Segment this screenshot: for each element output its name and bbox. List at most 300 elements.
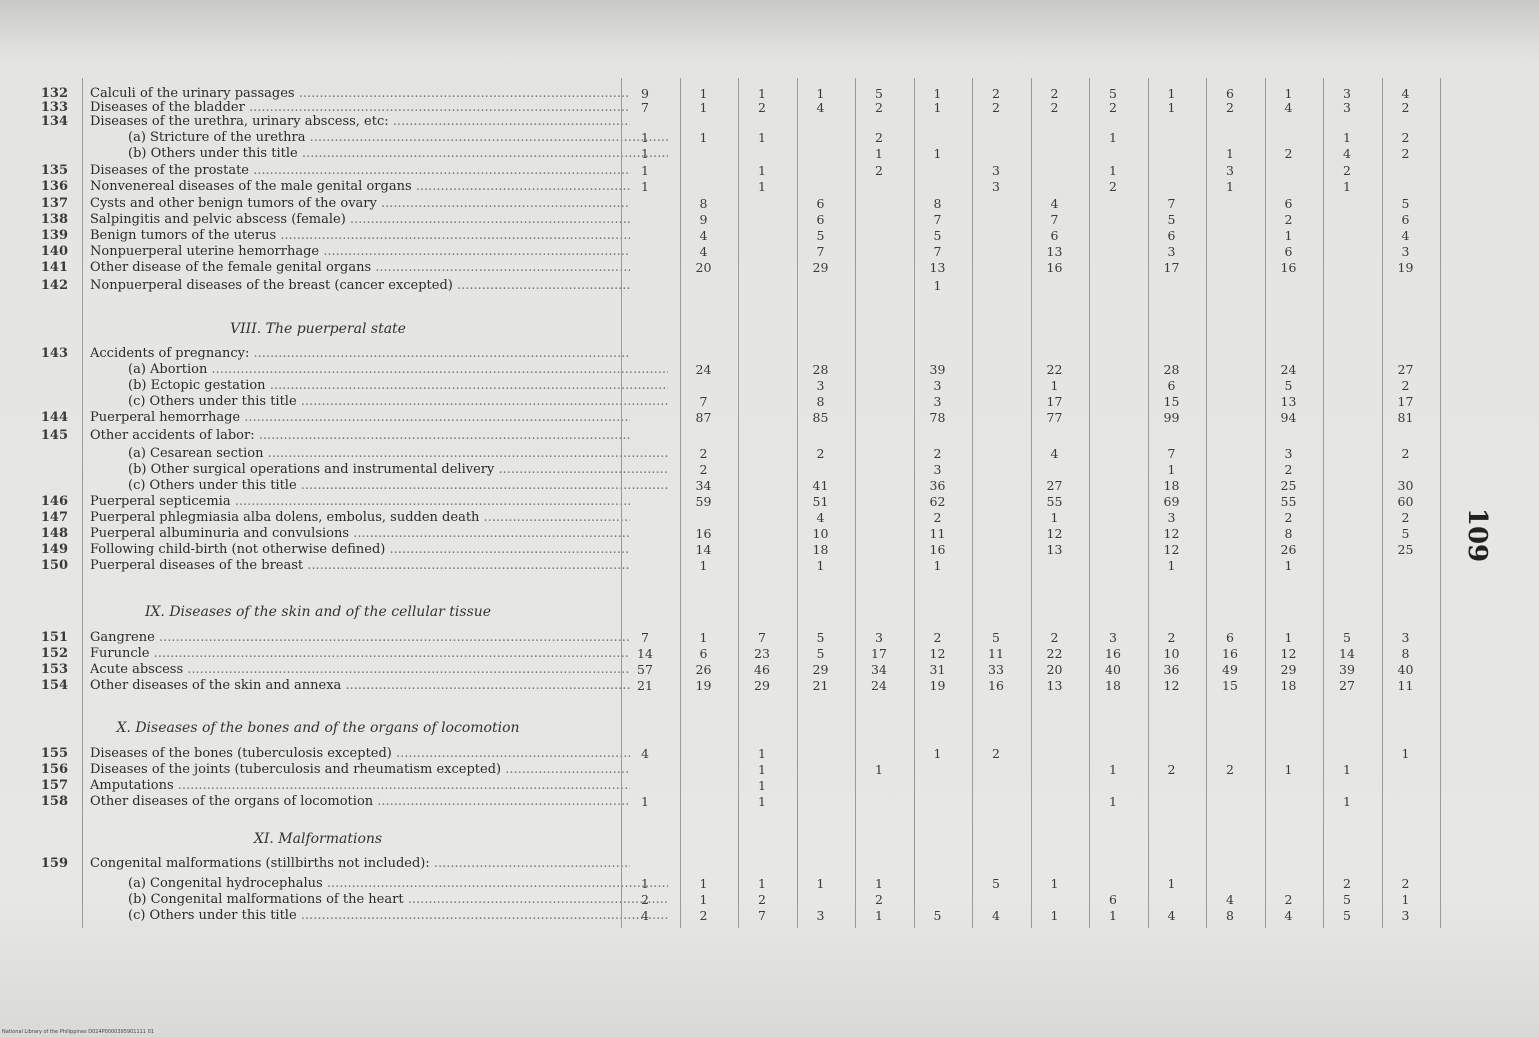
- table-cell: 3: [875, 630, 883, 645]
- table-cell: 3: [933, 462, 942, 477]
- row-number: 136: [40, 179, 68, 194]
- table-cell: 2: [1050, 86, 1059, 101]
- table-cell: 4: [641, 908, 649, 923]
- table-cell: 87: [695, 410, 712, 425]
- table-cell: 4: [641, 746, 649, 761]
- row-label: Diseases of the prostate .....: [90, 163, 630, 179]
- table-cell: 2: [1226, 762, 1234, 777]
- table-cell: 1: [758, 130, 766, 145]
- table-cell: 6: [1284, 244, 1293, 259]
- table-cell: 2: [699, 446, 708, 461]
- table-cell: 1: [1343, 794, 1351, 809]
- table-cell: 1: [933, 100, 942, 115]
- row-label: Cysts and other benign tumors of the ovary .....: [90, 196, 630, 212]
- table-cell: 1: [933, 86, 942, 101]
- table-cell: 5: [816, 228, 825, 243]
- table-cell: 8: [1284, 526, 1293, 541]
- column-rule: [1265, 78, 1266, 928]
- table-cell: 29: [1280, 662, 1297, 677]
- table-cell: 81: [1397, 410, 1414, 425]
- row-label: (b) Congenital malformations of the heart .....: [128, 892, 668, 908]
- table-cell: 2: [875, 130, 883, 145]
- table-cell: 20: [1046, 662, 1063, 677]
- table-cell: 21: [812, 678, 829, 693]
- table-cell: 28: [812, 362, 829, 377]
- row-number: 143: [40, 346, 68, 361]
- row-label: Benign tumors of the uterus .....: [90, 228, 630, 244]
- table-cell: 3: [1109, 630, 1117, 645]
- table-cell: 78: [929, 410, 946, 425]
- table-cell: 6: [1284, 196, 1293, 211]
- table-cell: 2: [1401, 146, 1410, 161]
- table-cell: 5: [1109, 86, 1117, 101]
- column-rule: [738, 78, 739, 928]
- row-label: (b) Others under this title .....: [128, 146, 668, 162]
- row-label: Nonpuerperal uterine hemorrhage .....: [90, 244, 630, 260]
- table-cell: 6: [1401, 212, 1410, 227]
- table-cell: 7: [1050, 212, 1059, 227]
- table-cell: 11: [988, 646, 1004, 661]
- table-cell: 1: [875, 762, 883, 777]
- column-rule: [1206, 78, 1207, 928]
- table-cell: 1: [1109, 762, 1117, 777]
- table-cell: 62: [929, 494, 946, 509]
- table-cell: 3: [992, 163, 1000, 178]
- table-cell: 4: [1050, 446, 1059, 461]
- table-cell: 12: [1163, 542, 1180, 557]
- table-cell: 59: [695, 494, 712, 509]
- table-cell: 4: [1401, 86, 1410, 101]
- table-cell: 5: [933, 908, 942, 923]
- row-number: 140: [40, 244, 68, 259]
- table-cell: 10: [812, 526, 829, 541]
- table-cell: 4: [1050, 196, 1059, 211]
- table-cell: 2: [1167, 762, 1176, 777]
- column-rule: [1089, 78, 1090, 928]
- table-cell: 1: [1050, 876, 1059, 891]
- table-cell: 14: [695, 542, 712, 557]
- table-cell: 3: [1167, 510, 1176, 525]
- table-cell: 55: [1046, 494, 1063, 509]
- table-cell: 16: [1105, 646, 1121, 661]
- table-cell: 27: [1339, 678, 1355, 693]
- table-cell: 8: [1226, 908, 1234, 923]
- table-cell: 5: [1343, 892, 1351, 907]
- table-cell: 12: [1163, 526, 1180, 541]
- table-cell: 2: [699, 462, 708, 477]
- table-cell: 5: [1167, 212, 1176, 227]
- table-cell: 2: [875, 100, 883, 115]
- table-cell: 20: [695, 260, 712, 275]
- row-label: Diseases of the urethra, urinary abscess, etc: .....: [90, 114, 630, 130]
- table-cell: 3: [992, 179, 1000, 194]
- table-cell: 2: [1226, 100, 1234, 115]
- table-cell: 5: [875, 86, 883, 101]
- table-cell: 6: [1167, 378, 1176, 393]
- table-cell: 17: [1046, 394, 1063, 409]
- table-cell: 1: [1226, 146, 1234, 161]
- table-cell: 1: [1343, 762, 1351, 777]
- table-cell: 1: [641, 130, 649, 145]
- table-cell: 27: [1046, 478, 1063, 493]
- table-cell: 7: [1167, 446, 1176, 461]
- table-cell: 1: [1050, 908, 1059, 923]
- table-cell: 3: [816, 908, 825, 923]
- table-cell: 23: [754, 646, 770, 661]
- table-cell: 2: [1401, 446, 1410, 461]
- row-label: Following child-birth (not otherwise defined) .....: [90, 542, 630, 558]
- column-rule: [621, 78, 622, 928]
- table-cell: 2: [933, 510, 942, 525]
- table-cell: 85: [812, 410, 829, 425]
- row-number: 142: [40, 278, 68, 293]
- table-cell: 2: [699, 908, 708, 923]
- table-cell: 1: [641, 179, 649, 194]
- table-cell: 7: [699, 394, 708, 409]
- table-cell: 2: [933, 446, 942, 461]
- section-heading: XI. Malformations: [253, 831, 383, 847]
- table-cell: 18: [1105, 678, 1121, 693]
- table-cell: 94: [1280, 410, 1297, 425]
- row-label: (a) Abortion .....: [128, 362, 668, 378]
- table-cell: 29: [754, 678, 770, 693]
- row-label: Puerperal phlegmiasia alba dolens, embolus, sudden death .....: [90, 510, 630, 526]
- table-cell: 6: [1109, 892, 1117, 907]
- table-cell: 1: [1284, 630, 1293, 645]
- table-cell: 1: [758, 762, 766, 777]
- table-cell: 19: [929, 678, 946, 693]
- table-cell: 1: [641, 794, 649, 809]
- row-number: 146: [40, 494, 68, 509]
- table-cell: 1: [699, 130, 708, 145]
- table-cell: 1: [1284, 86, 1293, 101]
- table-cell: 2: [1401, 130, 1410, 145]
- table-cell: 14: [637, 646, 653, 661]
- section-heading: X. Diseases of the bones and of the organs of locomotion: [116, 720, 520, 736]
- table-cell: 2: [875, 892, 883, 907]
- row-number: 157: [40, 778, 68, 793]
- table-cell: 3: [1401, 244, 1410, 259]
- table-cell: 2: [992, 86, 1000, 101]
- table-cell: 55: [1280, 494, 1297, 509]
- table-cell: 7: [758, 630, 766, 645]
- table-cell: 1: [1401, 892, 1410, 907]
- table-cell: 12: [1046, 526, 1063, 541]
- table-cell: 3: [1401, 908, 1410, 923]
- table-cell: 40: [1397, 662, 1414, 677]
- table-cell: 2: [1284, 892, 1293, 907]
- section-heading: IX. Diseases of the skin and of the cellular tissue: [144, 604, 492, 620]
- row-number: 148: [40, 526, 68, 541]
- table-cell: 21: [637, 678, 653, 693]
- row-label: (b) Ectopic gestation .....: [128, 378, 668, 394]
- section-heading: VIII. The puerperal state: [230, 321, 406, 337]
- row-label: Other diseases of the skin and annexa .....: [90, 678, 630, 694]
- table-cell: 5: [1284, 378, 1293, 393]
- row-number: 135: [40, 163, 68, 178]
- table-cell: 1: [1343, 130, 1351, 145]
- row-number: 137: [40, 196, 68, 211]
- table-cell: 19: [1397, 260, 1414, 275]
- table-cell: 5: [1401, 196, 1410, 211]
- table-cell: 7: [641, 630, 649, 645]
- table-cell: 1: [1167, 462, 1176, 477]
- table-cell: 13: [929, 260, 946, 275]
- table-cell: 1: [1284, 228, 1293, 243]
- table-cell: 1: [1167, 558, 1176, 573]
- table-cell: 12: [1163, 678, 1180, 693]
- table-cell: 14: [1339, 646, 1355, 661]
- table-cell: 51: [812, 494, 829, 509]
- table-cell: 18: [1163, 478, 1180, 493]
- table-cell: 1: [875, 146, 883, 161]
- table-cell: 40: [1105, 662, 1121, 677]
- table-cell: 4: [699, 244, 708, 259]
- table-cell: 13: [1280, 394, 1297, 409]
- row-label: Nonpuerperal diseases of the breast (cancer excepted) .....: [90, 278, 630, 294]
- row-label: Puerperal hemorrhage .....: [90, 410, 630, 426]
- row-label: (c) Others under this title .....: [128, 394, 668, 410]
- row-number: 134: [40, 114, 68, 129]
- row-number: 132: [40, 86, 68, 101]
- table-cell: 2: [1284, 510, 1293, 525]
- table-cell: 11: [1397, 678, 1414, 693]
- table-cell: 4: [1343, 146, 1351, 161]
- table-cell: 3: [1226, 163, 1234, 178]
- table-cell: 3: [933, 394, 942, 409]
- table-cell: 18: [1280, 678, 1297, 693]
- table-cell: 1: [699, 876, 708, 891]
- row-label: (a) Cesarean section .....: [128, 446, 668, 462]
- row-number: 138: [40, 212, 68, 227]
- table-cell: 5: [933, 228, 942, 243]
- table-cell: 1: [641, 146, 649, 161]
- table-cell: 2: [992, 746, 1000, 761]
- table-cell: 1: [1284, 762, 1293, 777]
- row-number: 145: [40, 428, 68, 443]
- table-cell: 2: [1401, 378, 1410, 393]
- table-cell: 2: [1167, 630, 1176, 645]
- table-cell: 1: [875, 908, 883, 923]
- table-cell: 1: [641, 876, 649, 891]
- table-cell: 16: [988, 678, 1004, 693]
- row-number: 155: [40, 746, 68, 761]
- table-cell: 1: [758, 778, 766, 793]
- table-cell: 4: [992, 908, 1000, 923]
- table-cell: 8: [699, 196, 708, 211]
- table-cell: 69: [1163, 494, 1180, 509]
- table-cell: 7: [933, 212, 942, 227]
- table-cell: 3: [1167, 244, 1176, 259]
- column-rule: [797, 78, 798, 928]
- table-cell: 2: [933, 630, 942, 645]
- row-number: 147: [40, 510, 68, 525]
- row-number: 141: [40, 260, 68, 275]
- table-cell: 6: [816, 196, 825, 211]
- column-rule: [972, 78, 973, 928]
- table-cell: 1: [1109, 163, 1117, 178]
- row-label: Accidents of pregnancy: .....: [90, 346, 630, 362]
- table-cell: 1: [699, 100, 708, 115]
- table-cell: 2: [992, 100, 1000, 115]
- table-cell: 1: [758, 794, 766, 809]
- table-cell: 19: [695, 678, 712, 693]
- table-cell: 13: [1046, 244, 1063, 259]
- table-cell: 2: [1401, 510, 1410, 525]
- column-rule: [680, 78, 681, 928]
- table-cell: 5: [1343, 908, 1351, 923]
- table-cell: 1: [1401, 746, 1410, 761]
- table-cell: 22: [1046, 362, 1063, 377]
- table-cell: 18: [812, 542, 829, 557]
- table-cell: 1: [1050, 510, 1059, 525]
- table-cell: 16: [1222, 646, 1238, 661]
- table-cell: 36: [1163, 662, 1180, 677]
- table-cell: 8: [1401, 646, 1410, 661]
- table-cell: 1: [1226, 179, 1234, 194]
- table-cell: 13: [1046, 678, 1063, 693]
- row-label: Furuncle .....: [90, 646, 630, 662]
- table-cell: 4: [816, 100, 825, 115]
- table-cell: 10: [1163, 646, 1180, 661]
- table-cell: 1: [875, 876, 883, 891]
- table-cell: 16: [1046, 260, 1063, 275]
- column-rule: [914, 78, 915, 928]
- table-cell: 1: [758, 163, 766, 178]
- table-cell: 3: [1343, 86, 1351, 101]
- row-label: (a) Congenital hydrocephalus .....: [128, 876, 668, 892]
- table-cell: 1: [641, 163, 649, 178]
- number-column-rule: [82, 78, 83, 928]
- row-label: Diseases of the joints (tuberculosis and rheumatism excepted) .....: [90, 762, 630, 778]
- table-cell: 24: [695, 362, 712, 377]
- table-cell: 60: [1397, 494, 1414, 509]
- table-cell: 1: [758, 86, 766, 101]
- table-cell: 1: [1167, 86, 1176, 101]
- table-cell: 5: [992, 876, 1000, 891]
- column-rule: [855, 78, 856, 928]
- table-cell: 3: [1284, 446, 1293, 461]
- row-label: (a) Stricture of the urethra .....: [128, 130, 668, 146]
- row-label: Nonvenereal diseases of the male genital organs .....: [90, 179, 630, 195]
- table-cell: 6: [699, 646, 708, 661]
- column-rule: [1323, 78, 1324, 928]
- table-cell: 15: [1222, 678, 1238, 693]
- table-cell: 2: [1050, 100, 1059, 115]
- row-label: Diseases of the bladder .....: [90, 100, 630, 116]
- table-cell: 7: [1167, 196, 1176, 211]
- table-cell: 46: [754, 662, 770, 677]
- table-cell: 17: [1397, 394, 1414, 409]
- row-label: Diseases of the bones (tuberculosis excepted) .....: [90, 746, 630, 762]
- table-cell: 1: [758, 179, 766, 194]
- table-cell: 15: [1163, 394, 1180, 409]
- table-cell: 2: [875, 163, 883, 178]
- table-cell: 39: [1339, 662, 1355, 677]
- table-cell: 1: [699, 558, 708, 573]
- table-cell: 28: [1163, 362, 1180, 377]
- row-number: 149: [40, 542, 68, 557]
- table-cell: 27: [1397, 362, 1414, 377]
- table-cell: 41: [812, 478, 829, 493]
- row-label: (b) Other surgical operations and instrumental delivery .....: [128, 462, 668, 478]
- table-cell: 1: [1109, 908, 1117, 923]
- table-cell: 3: [1401, 630, 1410, 645]
- table-cell: 3: [816, 378, 825, 393]
- table-cell: 1: [1109, 794, 1117, 809]
- table-cell: 1: [933, 746, 942, 761]
- row-label: Puerperal albuminuria and convulsions .....: [90, 526, 630, 542]
- table-cell: 2: [1109, 100, 1117, 115]
- row-label: Other disease of the female genital organs .....: [90, 260, 630, 276]
- table-cell: 12: [929, 646, 946, 661]
- table-cell: 4: [1167, 908, 1176, 923]
- table-cell: 2: [1109, 179, 1117, 194]
- footer-credit: National Library of the Philippines D024P0000395901111 01: [2, 1029, 154, 1035]
- table-cell: 49: [1222, 662, 1238, 677]
- row-number: 158: [40, 794, 68, 809]
- table-cell: 1: [816, 86, 825, 101]
- table-cell: 1: [816, 558, 825, 573]
- row-label: (c) Others under this title .....: [128, 908, 668, 924]
- table-cell: 1: [758, 746, 766, 761]
- table-cell: 30: [1397, 478, 1414, 493]
- table-cell: 1: [699, 86, 708, 101]
- table-cell: 39: [929, 362, 946, 377]
- table-cell: 7: [758, 908, 766, 923]
- row-number: 133: [40, 100, 68, 115]
- row-number: 156: [40, 762, 68, 777]
- row-number: 144: [40, 410, 68, 425]
- table-cell: 4: [1284, 908, 1293, 923]
- table-cell: 12: [1280, 646, 1297, 661]
- table-cell: 31: [929, 662, 946, 677]
- table-cell: 8: [816, 394, 825, 409]
- table-cell: 16: [695, 526, 712, 541]
- table-cell: 2: [816, 446, 825, 461]
- table-cell: 34: [695, 478, 712, 493]
- table-cell: 1: [699, 892, 708, 907]
- row-label: Amputations .....: [90, 778, 630, 794]
- table-cell: 1: [699, 630, 708, 645]
- row-label: Other accidents of labor: .....: [90, 428, 630, 444]
- table-cell: 99: [1163, 410, 1180, 425]
- table-cell: 17: [871, 646, 887, 661]
- table-cell: 1: [933, 146, 942, 161]
- row-label: Other diseases of the organs of locomotion .....: [90, 794, 630, 810]
- table-cell: 1: [933, 278, 942, 293]
- table-cell: 2: [1284, 146, 1293, 161]
- table-cell: 11: [929, 526, 946, 541]
- table-cell: 16: [929, 542, 946, 557]
- table-cell: 26: [1280, 542, 1297, 557]
- table-cell: 7: [933, 244, 942, 259]
- table-cell: 2: [1343, 163, 1351, 178]
- table-cell: 3: [1343, 100, 1351, 115]
- row-number: 154: [40, 678, 68, 693]
- row-label: Puerperal diseases of the breast .....: [90, 558, 630, 574]
- table-cell: 2: [1284, 462, 1293, 477]
- table-cell: 1: [758, 876, 766, 891]
- row-number: 159: [40, 856, 68, 871]
- table-cell: 24: [871, 678, 887, 693]
- column-rule: [1031, 78, 1032, 928]
- table-cell: 6: [1226, 630, 1234, 645]
- table-cell: 5: [816, 646, 825, 661]
- table-cell: 57: [637, 662, 653, 677]
- row-number: 139: [40, 228, 68, 243]
- table-cell: 16: [1280, 260, 1297, 275]
